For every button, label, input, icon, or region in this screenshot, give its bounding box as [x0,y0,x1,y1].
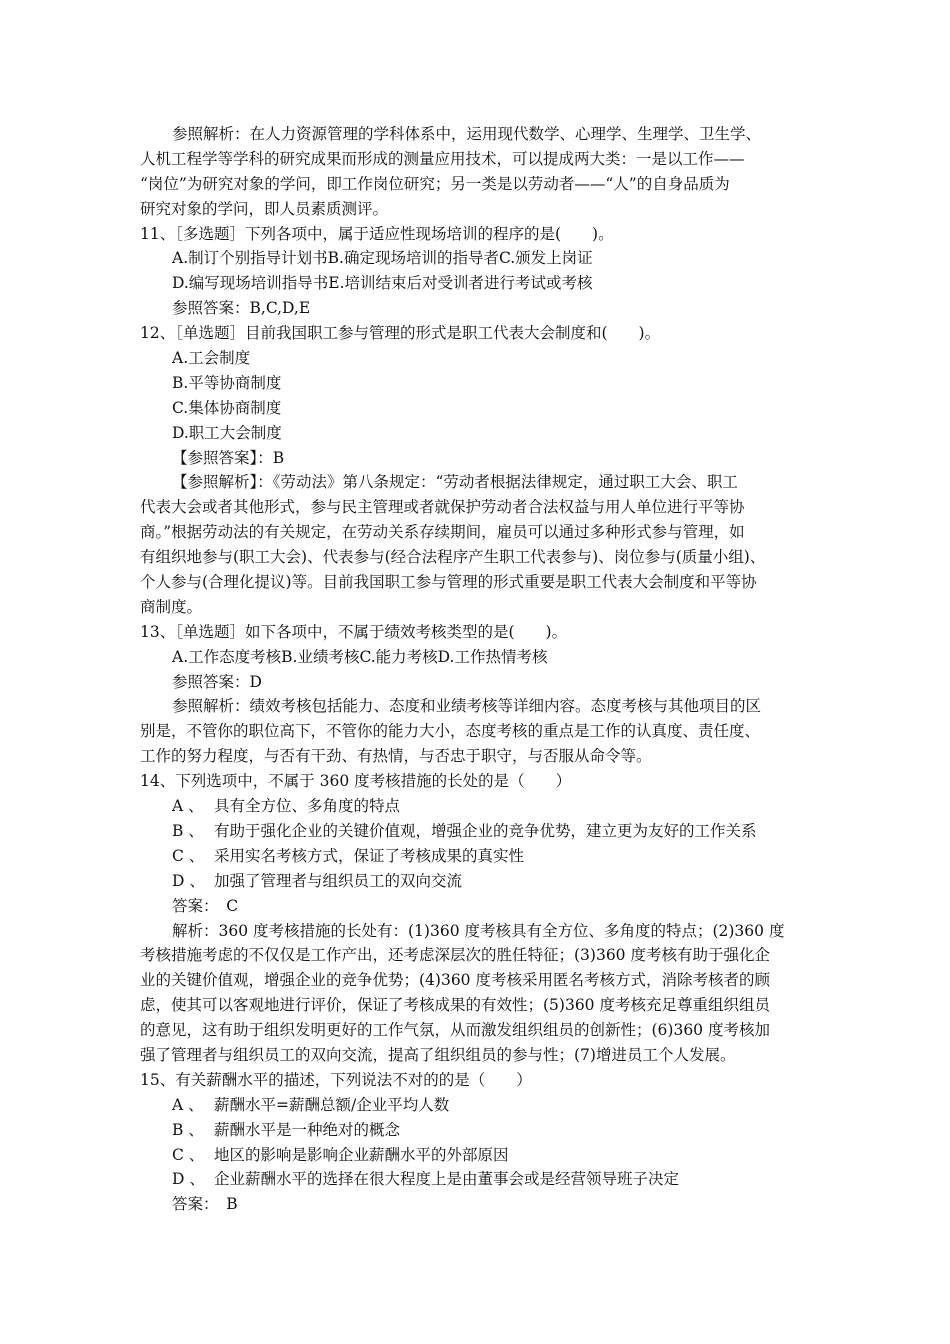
option-text: 有助于强化企业的关键价值观，增强企业的竞争优势，建立更为友好的工作关系 [214,821,757,840]
question-13-options: A.工作态度考核B.业绩考核C.能力考核D.工作热情考核 [172,647,548,666]
text-line: 商制度。 [140,597,203,616]
question-11-answer: 参照答案：B,C,D,E [172,299,311,318]
question-13-explanation: 参照解析：绩效考核包括能力、态度和业绩考核等详细内容。态度考核与其他项目的区 [172,697,762,716]
question-12-explanation: 【参照解析】：《劳动法》第八条规定：“劳动者根据法律规定，通过职工大会、职工 [172,473,738,492]
question-14-option-d [140,869,816,894]
question-14-option-c [140,844,816,869]
option-letter: B 、 [172,1120,204,1139]
question-12: 12、［单选题］目前我国职工参与管理的形式是职工代表大会制度和( )。 [140,324,661,343]
option-letter: A 、 [172,797,204,816]
text-line: 参照解析：在人力资源管理的学科体系中，运用现代数学、心理学、生理学、卫生学、 [172,125,762,143]
option-text: 企业薪酬水平的选择在很大程度上是由董事会或是经营领导班子决定 [214,1170,680,1189]
option-text: 薪酬水平是一种绝对的概念 [214,1120,401,1139]
question-14: 14、下列选项中，不属于 360 度考核措施的长处的是（ ） [140,772,572,791]
option-text: 采用实名考核方式，保证了考核成果的真实性 [214,846,525,865]
text-line: 人机工程学等学科的研究成果而形成的测量应用技术，可以提成两大类：一是以工作—— [140,149,745,168]
question-15: 15、有关薪酬水平的描述，下列说法不对的的是（ ） [140,1070,532,1089]
text-line: 业的关键价值观，增强企业的竞争优势；(4)360 度考核采用匿名考核方式，消除考核者的顾 [140,971,770,990]
question-11: 11、［多选题］下列各项中，属于适应性现场培训的程序的是( )。 [140,224,614,243]
option-letter: D 、 [172,871,205,890]
question-13: 13、［单选题］如下各项中，不属于绩效考核类型的是( )。 [140,622,568,641]
text-line: 研究对象的学问，即人员素质测评。 [140,199,389,218]
question-14-answer: 答案： C [172,896,239,915]
text-line: 强了管理者与组织员工的双向交流，提高了组织组员的参与性；(7)增进员工个人发展。 [140,1045,736,1064]
question-11-options-2: D.编写现场培训指导书E.培训结束后对受训者进行考试或考核 [172,274,593,293]
text-line: “岗位”为研究对象的学问，即工作岗位研究；另一类是以劳动者——“人”的自身品质为 [140,174,730,193]
option-letter: C 、 [172,846,205,865]
text-line: 虑，使其可以客观地进行评价，保证了考核成果的有效性；(5)360 度考核充足尊重组织组员 [140,996,770,1015]
question-12-option-a: A.工会制度 [172,349,251,368]
question-15-option-c [140,1143,816,1168]
option-text: 薪酬水平=薪酬总额/企业平均人数 [214,1095,450,1114]
question-15-option-b [140,1118,816,1143]
question-15-option-d [140,1167,816,1192]
text-line: 的意见，这有助于组织发明更好的工作气氛，从而激发组织组员的创新性；(6)360 度考核加 [140,1021,770,1040]
question-12-option-d: D.职工大会制度 [172,423,282,442]
question-14-explanation: 解析：360 度考核措施的长处有：(1)360 度考核具有全方位、多角度的特点；(2)360 度 [172,921,785,940]
option-letter: C 、 [172,1145,205,1164]
question-11-options-1: A.制订个别指导计划书B.确定现场培训的指导者C.颁发上岗证 [172,249,593,268]
text-line: 商。”根据劳动法的有关规定，在劳动关系存续期间，雇员可以通过多种形式参与管理，如 [140,523,745,542]
option-letter: B 、 [172,821,204,840]
question-12-option-b: B.平等协商制度 [172,373,282,392]
text-line: 考核措施考虑的不仅仅是工作产出，还考虑深层次的胜任特征；(3)360 度考核有助于强化企 [140,946,770,965]
question-13-answer: 参照答案：D [172,672,262,691]
question-14-option-a [140,794,816,819]
option-text: 具有全方位、多角度的特点 [214,797,401,816]
option-text: 加强了管理者与组织员工的双向交流 [214,871,463,890]
question-14-option-b [140,819,816,844]
question-15-answer: 答案： B [172,1195,238,1214]
document-body [140,122,816,1217]
question-12-answer: 【参照答案】：B [172,448,285,467]
text-line: 工作的努力程度，与否有干劲、有热情，与否忠于职守，与否服从命令等。 [140,747,652,766]
question-15-option-a [140,1093,816,1118]
option-text: 地区的影响是影响企业薪酬水平的外部原因 [214,1145,509,1164]
question-12-option-c: C.集体协商制度 [172,398,282,417]
text-line: 有组织地参与(职工大会)、代表参与(经合法程序产生职工代表参与)、岗位参与(质量小组)、 [140,548,766,567]
text-line: 代表大会或者其他形式，参与民主管理或者就保护劳动者合法权益与用人单位进行平等协 [140,498,745,517]
text-line: 别是，不管你的职位高下，不管你的能力大小，态度考核的重点是工作的认真度、责任度、 [140,722,761,741]
option-letter: D 、 [172,1170,205,1189]
option-letter: A 、 [172,1095,204,1114]
text-line: 个人参与(合理化提议)等。目前我国职工参与管理的形式重要是职工代表大会制度和平等协 [140,573,757,592]
